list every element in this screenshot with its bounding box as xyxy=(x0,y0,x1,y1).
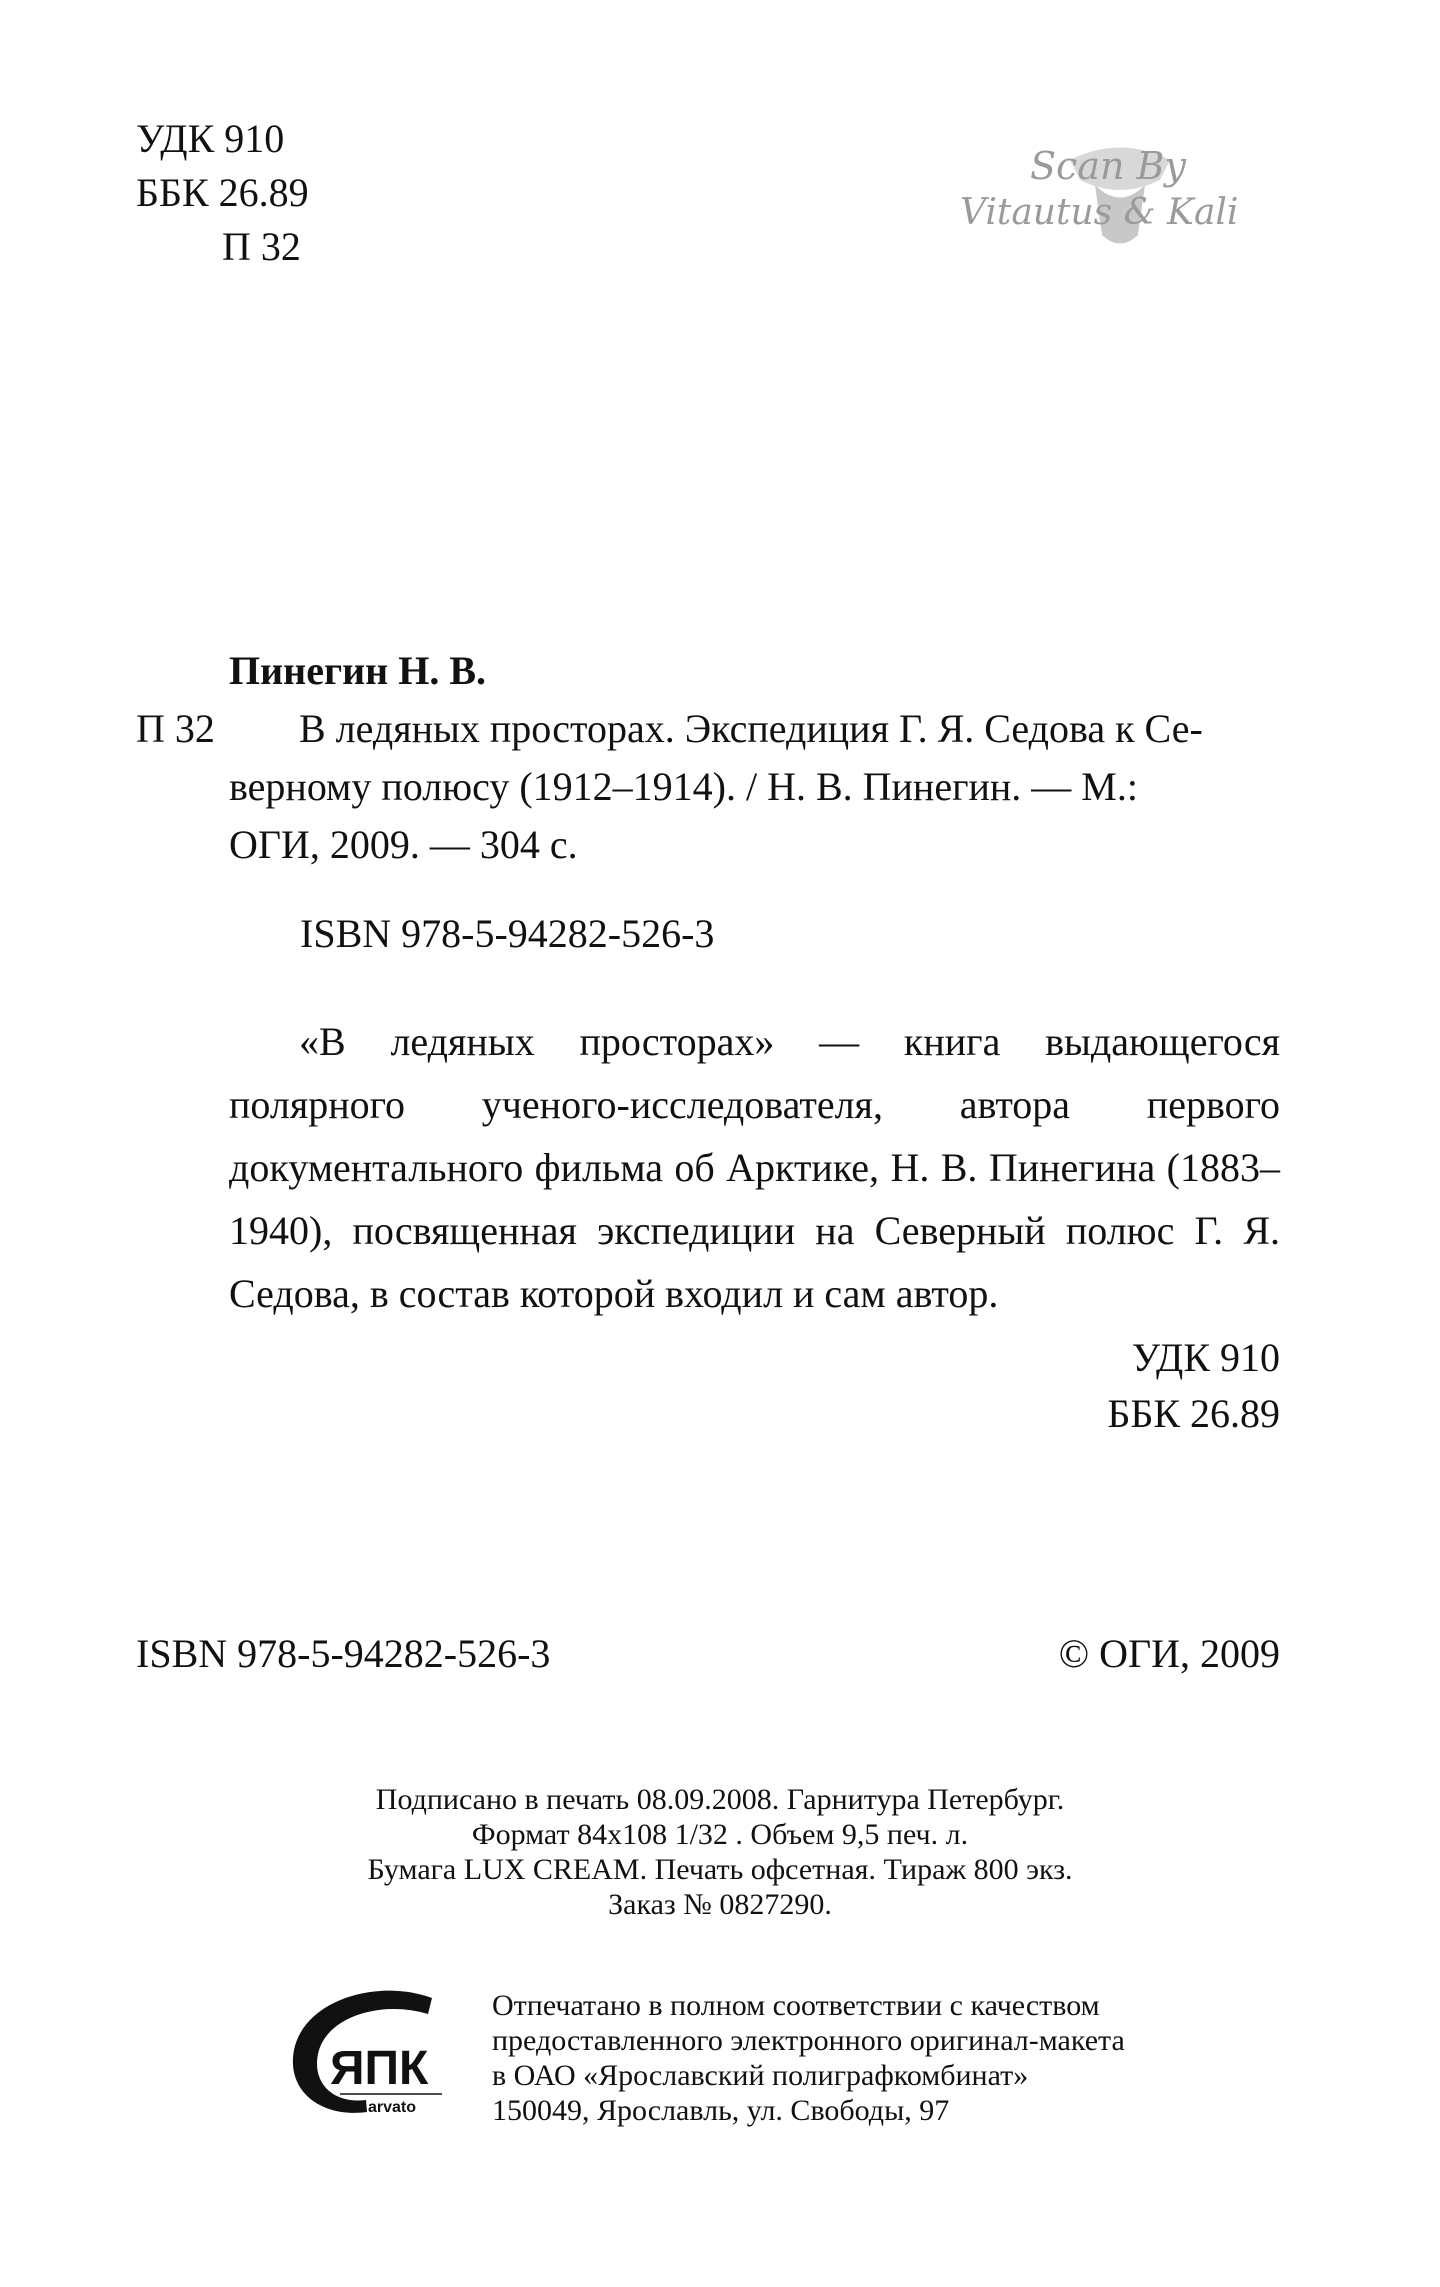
author-code: П 32 xyxy=(222,224,301,269)
entry-line: верному полюсу (1912–1914). / Н. В. Пинегин. — М.: xyxy=(229,764,1138,809)
entry-line: В ледяных просторах. Экспедиция Г. Я. Седова к Се- xyxy=(299,706,1203,751)
scan-watermark xyxy=(960,140,1280,270)
printer-line: в ОАО «Ярославский полиграфкомбинат» xyxy=(492,2059,1029,2092)
logo-subtext: arvato xyxy=(368,2099,417,2116)
copyright: © ОГИ, 2009 xyxy=(1058,1631,1280,1676)
right-udk: УДК 910 xyxy=(1131,1335,1280,1380)
printer-line: Отпечатано в полном соответствии с качеством xyxy=(492,1989,1100,2022)
entry-line: ОГИ, 2009. — 304 с. xyxy=(229,822,578,867)
printer-line: предоставленного электронного оригинал-макета xyxy=(492,2024,1125,2057)
printer-logo xyxy=(282,1980,472,2130)
right-classification xyxy=(1000,1330,1280,1442)
bbk-code: ББК 26.89 xyxy=(136,170,309,215)
right-bbk: ББК 26.89 xyxy=(1107,1391,1280,1436)
print-imprint xyxy=(240,1782,1200,1922)
imprint-line: Формат 84х108 1/32 . Объем 9,5 печ. л. xyxy=(471,1818,969,1851)
bibliographic-entry xyxy=(136,642,1280,874)
udk-code: УДК 910 xyxy=(136,116,285,161)
entry-description xyxy=(229,700,1280,874)
ypk-logo-icon xyxy=(282,1980,472,2130)
printer-line: 150049, Ярославль, ул. Свободы, 97 xyxy=(492,2094,950,2127)
entry-row xyxy=(136,700,1280,874)
logo-text: ЯПК xyxy=(330,2042,429,2095)
entry-isbn: ISBN 978-5-94282-526-3 xyxy=(300,911,715,956)
entry-author: Пинегин Н. В. xyxy=(229,648,487,693)
imprint-line: Бумага LUX CREAM. Печать офсетная. Тираж 800 экз. xyxy=(367,1853,1073,1886)
annotation-paragraph: «В ледяных просторах» — книга выдающегося полярного ученого-исследователя, автора первого документального фильма об Арктике, Н. В. Пинегина (1883–1940), посвященная экспедиции на Северный полюс Г. Я. Седова, в состав которой входил и сам автор. xyxy=(229,1019,1280,1316)
watermark-line-1: Scan By xyxy=(1030,144,1186,188)
entry-code: П 32 xyxy=(136,706,215,751)
imprint-line: Подписано в печать 08.09.2008. Гарнитура Петербург. xyxy=(375,1783,1065,1816)
watermark-line-2: Vitautus & Kali xyxy=(960,192,1239,233)
printer-info xyxy=(492,1988,1252,2128)
classification-block xyxy=(136,112,309,274)
footer-isbn: ISBN 978-5-94282-526-3 xyxy=(136,1631,551,1676)
imprint-line: Заказ № 0827290. xyxy=(608,1888,832,1921)
